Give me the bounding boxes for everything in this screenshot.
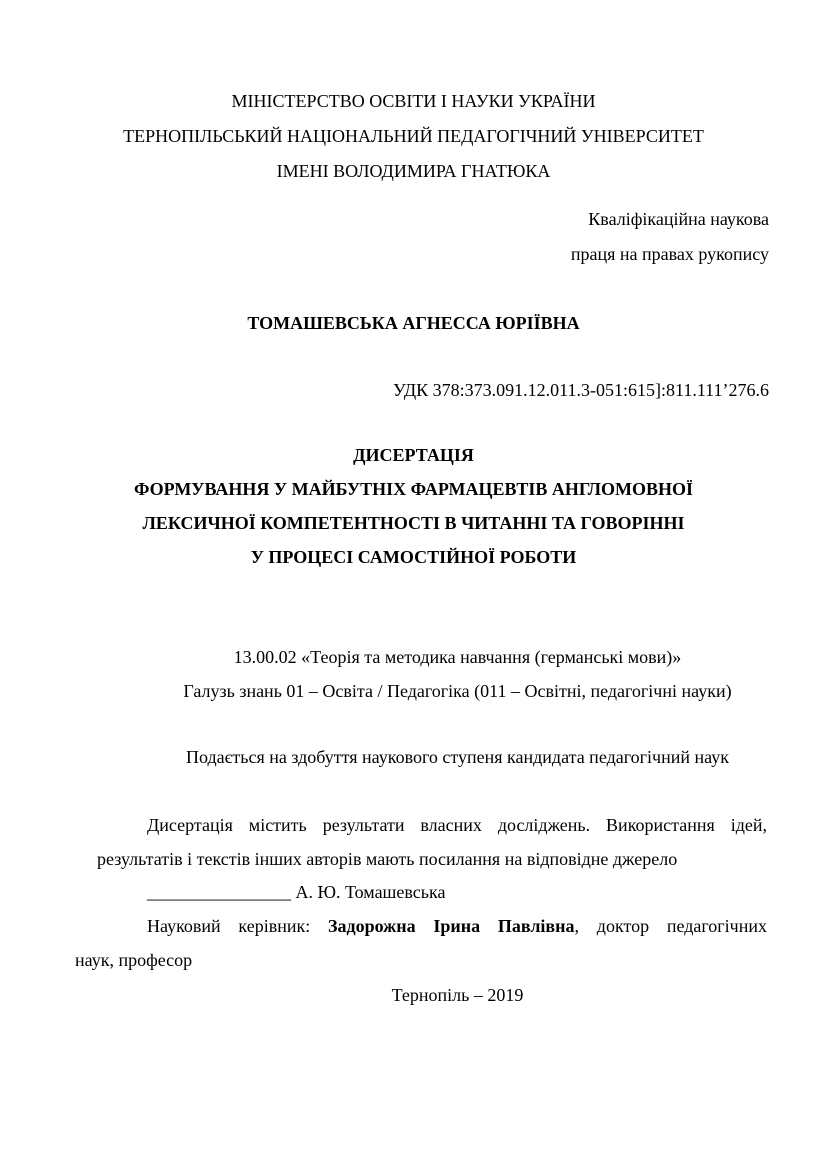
degree-statement: Подається на здобуття наукового ступеня кандидата педагогічний наук (186, 747, 729, 767)
specialty-code: 13.00.02 «Теорія та методика навчання (германські мови)» (233, 647, 682, 667)
dissertation-title-line3: У ПРОЦЕСІ САМОСТІЙНОЇ РОБОТИ (250, 547, 577, 567)
udk-code: УДК 378:373.091.12.011.3-051:615]:811.111’276.6 (392, 380, 769, 400)
document-type: ДИСЕРТАЦІЯ (353, 445, 474, 465)
university-name-continued: ІМЕНІ ВОЛОДИМИРА ГНАТЮКА (276, 161, 551, 181)
supervisor-label: Науковий керівник: (147, 916, 328, 936)
originality-statement-line2: результатів і текстів інших авторів мають посилання на відповідне джерело (97, 849, 678, 869)
originality-statement-line1 (97, 813, 767, 837)
signature-name: А. Ю. Томашевська (291, 882, 446, 902)
dissertation-title-line2: ЛЕКСИЧНОЇ КОМПЕТЕНТНОСТІ В ЧИТАННІ ТА ГОВОРІННІ (142, 513, 685, 533)
manuscript-note-line2: праця на правах рукопису (570, 244, 769, 264)
author-name: ТОМАШЕВСЬКА АГНЕССА ЮРІЇВНА (247, 313, 580, 333)
supervisor-name: Задорожна Ірина Павлівна (327, 916, 575, 936)
dissertation-title-line1: ФОРМУВАННЯ У МАЙБУТНІХ ФАРМАЦЕВТІВ АНГЛОМОВНОЇ (133, 479, 693, 499)
signature-line (147, 880, 445, 904)
field-of-knowledge: Галузь знань 01 – Освіта / Педагогіка (011 – Освітні, педагогічні науки) (183, 681, 732, 701)
signature-blank: ________________ (147, 882, 291, 902)
supervisor-line1 (97, 914, 767, 938)
supervisor-line2: наук, професор (75, 950, 193, 970)
originality-statement-text: Дисертація містить результати власних досліджень. Використання ідей, (147, 815, 767, 835)
manuscript-note-line1: Кваліфікаційна наукова (588, 209, 769, 229)
place-and-year: Тернопіль – 2019 (391, 985, 524, 1005)
university-name: ТЕРНОПІЛЬСЬКИЙ НАЦІОНАЛЬНИЙ ПЕДАГОГІЧНИЙ УНІВЕРСИТЕТ (123, 126, 704, 146)
ministry-heading: МІНІСТЕРСТВО ОСВІТИ І НАУКИ УКРАЇНИ (231, 91, 596, 111)
supervisor-details: , доктор педагогічних (574, 916, 768, 936)
